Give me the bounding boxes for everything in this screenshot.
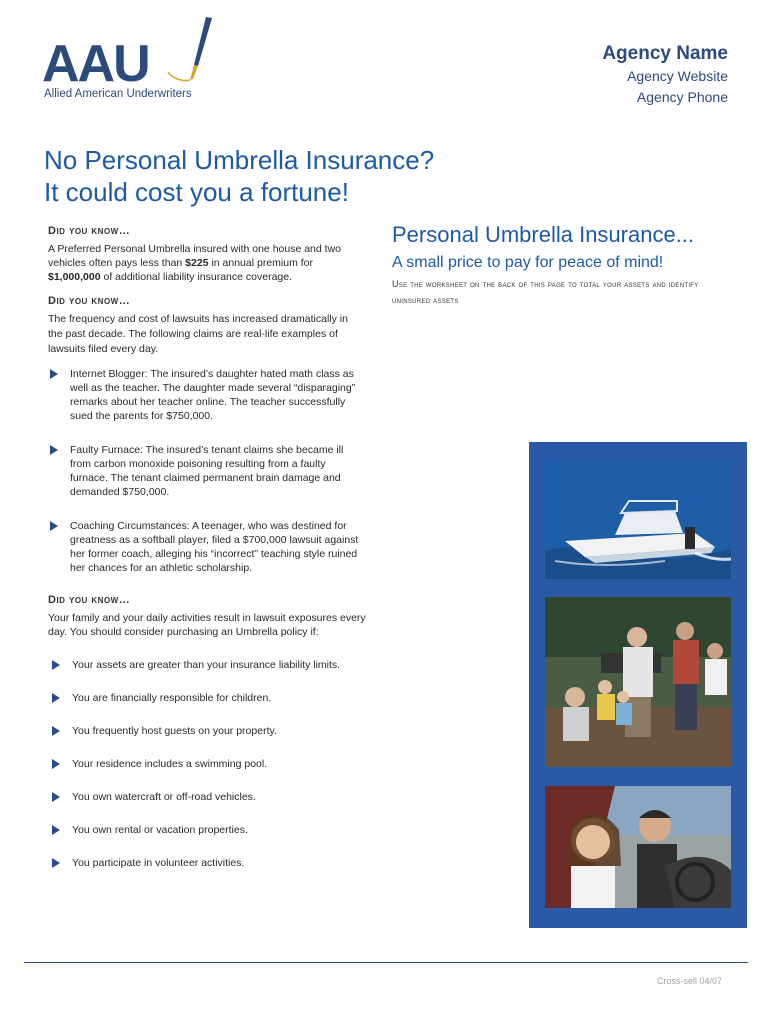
lawsuit-examples-list	[48, 367, 364, 575]
footer-divider	[24, 962, 748, 963]
did-you-know-label-3	[40, 593, 138, 611]
criteria-text: You own watercraft or off-road vehicles.	[72, 791, 256, 803]
bullet-arrow-icon	[52, 858, 60, 868]
bullet-arrow-icon	[52, 660, 60, 670]
criteria-text: You frequently host guests on your property.	[72, 725, 277, 737]
premium-fact-mid: in annual premium for	[208, 257, 313, 269]
list-item	[50, 856, 366, 889]
premium-fact	[48, 242, 358, 284]
coverage-amount: $1,000,000	[48, 271, 101, 283]
bullet-arrow-icon	[52, 792, 60, 802]
page-headline	[44, 144, 544, 208]
family-barbecue-photo	[545, 597, 731, 767]
agency-website: Agency Website	[627, 68, 728, 84]
list-item	[48, 367, 364, 423]
bullet-arrow-icon	[50, 445, 58, 455]
boat-illustration	[545, 461, 731, 579]
premium-fact-post: of additional liability insurance coverage.	[100, 271, 293, 283]
did-you-know-text-1: Did you know…	[48, 225, 131, 237]
logo-tagline: Allied American Underwriters	[44, 88, 192, 100]
headline-line-1: No Personal Umbrella Insurance?	[44, 145, 435, 175]
fountain-pen-icon	[168, 16, 218, 96]
list-item	[50, 691, 366, 724]
couple-in-car-photo	[545, 786, 731, 908]
list-item	[48, 519, 364, 575]
criteria-text: You own rental or vacation properties.	[72, 824, 248, 836]
premium-price: $225	[185, 257, 209, 269]
bullet-arrow-icon	[52, 825, 60, 835]
aau-logo	[40, 16, 220, 106]
lawsuit-example-text: Faulty Furnace: The insured’s tenant claims she became ill from carbon monoxide poisoning resulting from a faulty furnace. The tenant claimed permanent brain damage and demanded $750,000.	[70, 444, 344, 498]
lawsuit-example-text: Internet Blogger: The insured’s daughter hated math class as well as the teacher. The daughter made several “disparaging” remarks about her teacher online. The teacher successfully sued the parents for $750,000.	[70, 368, 356, 422]
umbrella-criteria-list	[50, 658, 366, 889]
premium-fact-pre: A Preferred Personal Umbrella insured with one house and two vehicles often pays less than	[48, 243, 341, 269]
agency-name: Agency Name	[602, 43, 728, 64]
bullet-arrow-icon	[52, 759, 60, 769]
family-illustration	[545, 597, 731, 767]
worksheet-note: Use the worksheet on the back of this page to total your assets and identify uninsured assets	[392, 279, 699, 305]
criteria-text: You are financially responsible for children.	[72, 692, 272, 704]
boat-photo	[545, 461, 731, 579]
couple-illustration	[545, 786, 731, 908]
bullet-arrow-icon	[50, 369, 58, 379]
lawsuit-example-text: Coaching Circumstances: A teenager, who was destined for greatness as a softball player, filed a $700,000 lawsuit against her former coach, alleging his “incorrect” teaching style ruined her chances for an athletic scholarship.	[70, 520, 359, 574]
bullet-arrow-icon	[52, 726, 60, 736]
umbrella-subtitle: A small price to pay for peace of mind!	[392, 254, 664, 271]
umbrella-title: Personal Umbrella Insurance...	[392, 222, 695, 247]
bullet-arrow-icon	[50, 521, 58, 531]
did-you-know-text-2: Did you know…	[48, 295, 131, 307]
criteria-text: You participate in volunteer activities.	[72, 857, 245, 869]
criteria-text: Your residence includes a swimming pool.	[72, 758, 268, 770]
list-item	[50, 757, 366, 790]
agency-info	[602, 42, 728, 108]
exposure-intro: Your family and your daily activities result in lawsuit exposures every day. You should consider purchasing an Umbrella policy if:	[48, 612, 366, 638]
logo-letters: AAU	[42, 35, 149, 93]
did-you-know-text-3: Did you know…	[48, 594, 131, 606]
bullet-arrow-icon	[52, 693, 60, 703]
did-you-know-label-1	[40, 224, 138, 242]
list-item	[50, 658, 366, 691]
did-you-know-label-2	[40, 294, 138, 312]
lawsuits-intro: The frequency and cost of lawsuits has increased dramatically in the past decade. The following claims are real-life examples of lawsuits filed every day.	[48, 313, 348, 355]
list-item	[50, 724, 366, 757]
list-item	[50, 790, 366, 823]
form-code: Cross-sell 04/07	[656, 976, 722, 986]
agency-phone: Agency Phone	[636, 89, 728, 105]
list-item	[48, 443, 364, 499]
photo-panel	[529, 442, 747, 928]
list-item	[50, 823, 366, 856]
criteria-text: Your assets are greater than your insurance liability limits.	[72, 659, 341, 671]
headline-line-2: It could cost you a fortune!	[44, 177, 349, 207]
